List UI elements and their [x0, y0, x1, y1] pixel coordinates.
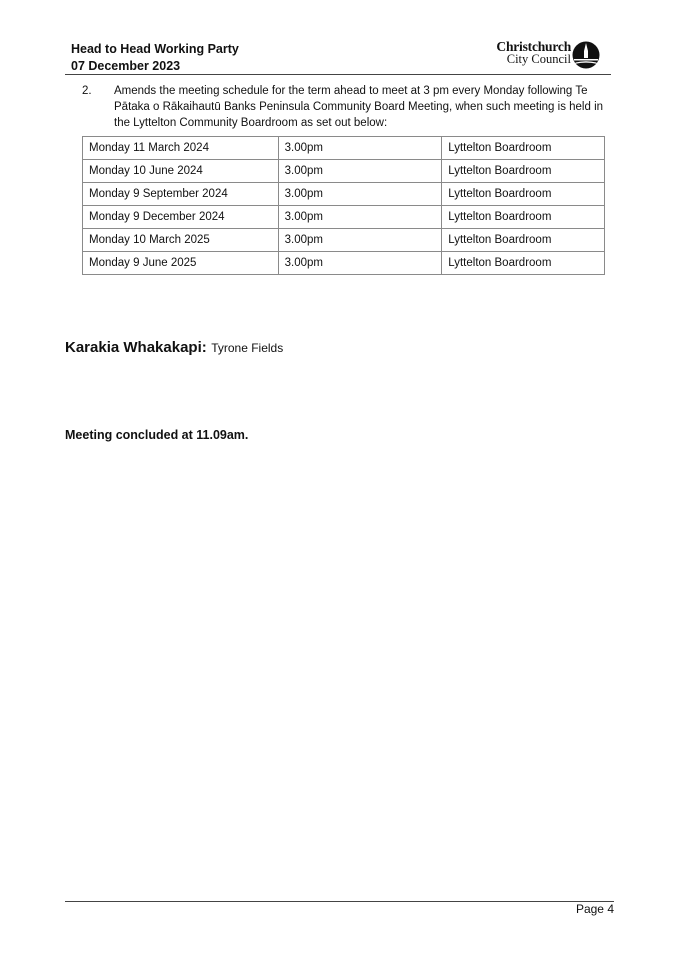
council-logo [478, 40, 603, 70]
meeting-date-cell: Monday 9 September 2024 [83, 183, 279, 206]
header-block [71, 41, 239, 75]
karakia-name: Tyrone Fields [211, 341, 284, 355]
karakia-line [65, 339, 283, 357]
header-date: 07 December 2023 [71, 59, 181, 73]
logo-wordmark [496, 40, 571, 66]
meeting-date-cell: Monday 9 December 2024 [83, 206, 279, 229]
meeting-venue-cell: Lyttelton Boardroom [442, 252, 605, 275]
meeting-venue-cell: Lyttelton Boardroom [442, 183, 605, 206]
cathedral-logo-icon [572, 41, 600, 69]
logo-line-1: Christchurch [496, 39, 571, 54]
karakia-label: Karakia Whakakapi: [65, 339, 207, 356]
resolution-text: Amends the meeting schedule for the term ahead to meet at 3 pm every Monday following Te Pātaka o Rākaihautū Banks Peninsula Community Board Meeting, when such meeting is held in the Lyttelton Community Boardroom as set out below: [114, 85, 604, 129]
header-divider [65, 74, 611, 75]
header-title: Head to Head Working Party [71, 42, 239, 56]
meeting-date-cell: Monday 10 June 2024 [83, 160, 279, 183]
table-row [83, 137, 605, 160]
meeting-time-cell: 3.00pm [278, 160, 442, 183]
table-row [83, 160, 605, 183]
meeting-venue-cell: Lyttelton Boardroom [442, 160, 605, 183]
meeting-time-cell: 3.00pm [278, 137, 442, 160]
meeting-time-cell: 3.00pm [278, 252, 442, 275]
meeting-time-cell: 3.00pm [278, 183, 442, 206]
table-row [83, 183, 605, 206]
meeting-time-cell: 3.00pm [278, 206, 442, 229]
meeting-schedule-table [82, 136, 605, 275]
table-row [83, 229, 605, 252]
meeting-venue-cell: Lyttelton Boardroom [442, 206, 605, 229]
meeting-concluded-text: Meeting concluded at 11.09am. [65, 428, 249, 442]
meeting-date-cell: Monday 9 June 2025 [83, 252, 279, 275]
page-number: Page 4 [575, 902, 614, 916]
table-row [83, 206, 605, 229]
meeting-venue-cell: Lyttelton Boardroom [442, 229, 605, 252]
meeting-venue-cell: Lyttelton Boardroom [442, 137, 605, 160]
footer-divider [65, 901, 614, 902]
table-row [83, 252, 605, 275]
logo-line-2: City Council [506, 52, 571, 66]
resolution-number: 2. [82, 85, 92, 97]
meeting-time-cell: 3.00pm [278, 229, 442, 252]
meeting-date-cell: Monday 11 March 2024 [83, 137, 279, 160]
meeting-date-cell: Monday 10 March 2025 [83, 229, 279, 252]
